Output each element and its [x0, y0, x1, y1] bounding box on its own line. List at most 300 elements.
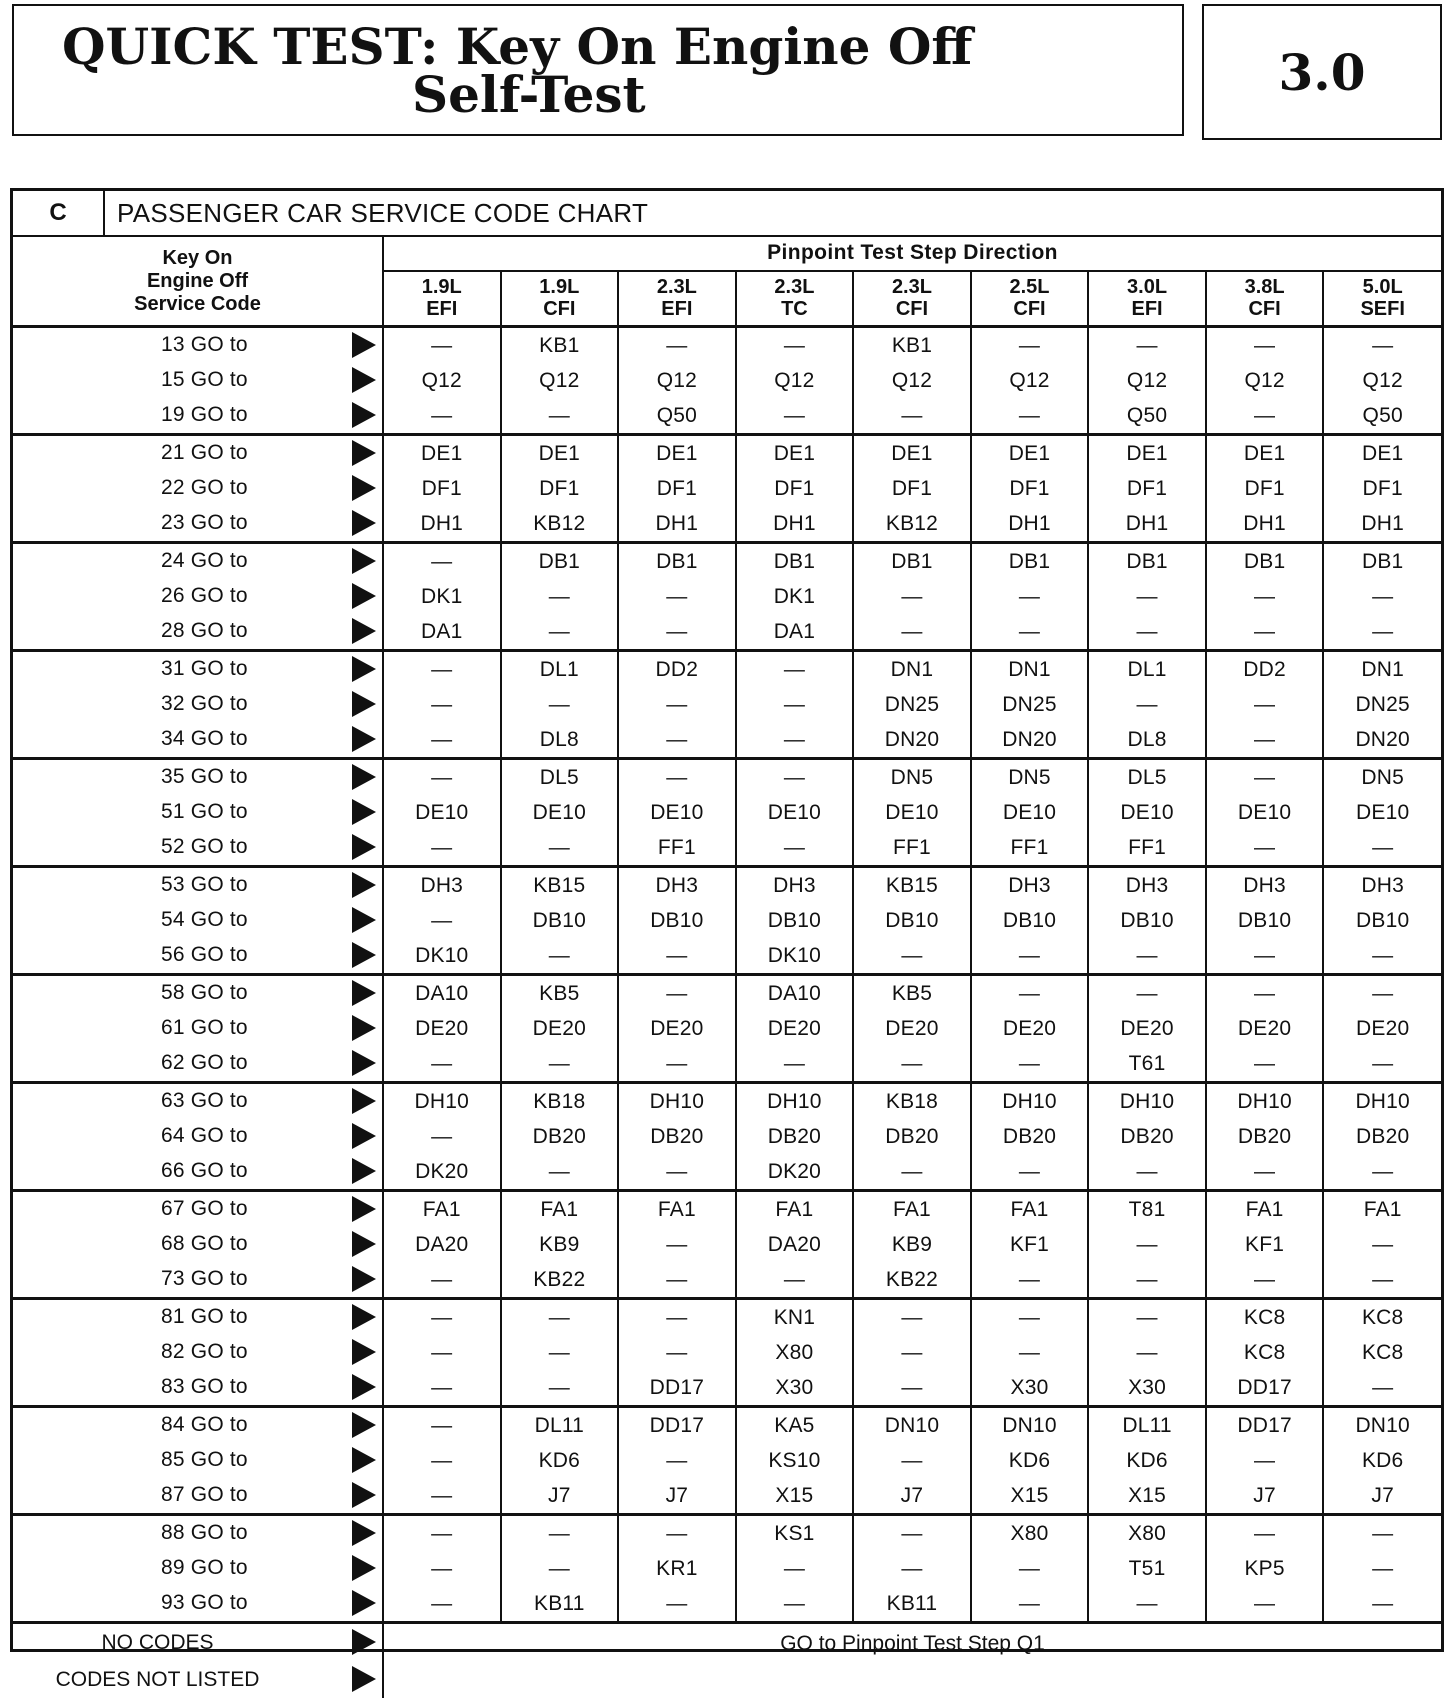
pinpoint-step-cell: DB20 [618, 1119, 736, 1154]
pinpoint-step-cell: T51 [1088, 1551, 1206, 1586]
pinpoint-step-cell: KB12 [853, 506, 971, 543]
pinpoint-step-cell: DH1 [1206, 506, 1324, 543]
table-row [13, 903, 1441, 938]
pinpoint-step-cell: DF1 [1088, 471, 1206, 506]
table-row [13, 543, 1441, 580]
service-code-text: 61 GO to [161, 1016, 248, 1040]
service-code-label [13, 1046, 383, 1083]
pinpoint-step-cell: DA10 [736, 975, 854, 1012]
pinpoint-step-cell: X15 [971, 1478, 1089, 1515]
service-code-text: 15 GO to [161, 368, 248, 392]
label-header-line: Engine Off [13, 270, 382, 293]
engine-header [383, 271, 501, 327]
pinpoint-step-cell: DB1 [501, 543, 619, 580]
engine-header-line: EFI [1089, 298, 1205, 320]
pinpoint-step-cell: — [383, 830, 501, 867]
pinpoint-step-cell: DL5 [501, 759, 619, 796]
pinpoint-step-cell: DE1 [736, 435, 854, 472]
pinpoint-step-cell: — [1206, 1262, 1324, 1299]
engine-header-line: 2.5L [972, 276, 1088, 298]
pinpoint-step-cell: DF1 [971, 471, 1089, 506]
pinpoint-step-cell: KB1 [501, 327, 619, 364]
pinpoint-step-cell: — [618, 687, 736, 722]
pinpoint-step-cell: — [1206, 1443, 1324, 1478]
service-code-label [13, 938, 383, 975]
arrow-right-icon [352, 1555, 376, 1581]
service-code-label [13, 903, 383, 938]
pinpoint-step-cell: — [383, 1478, 501, 1515]
pinpoint-step-cell: FA1 [1206, 1191, 1324, 1228]
pinpoint-step-cell: DK20 [736, 1154, 854, 1191]
pinpoint-step-cell: — [736, 651, 854, 688]
pinpoint-step-cell: DH3 [618, 867, 736, 904]
pinpoint-step-cell: — [736, 1586, 854, 1623]
pinpoint-step-cell: — [618, 1046, 736, 1083]
pinpoint-step-cell: Q50 [1088, 398, 1206, 435]
service-code-text: 89 GO to [161, 1556, 248, 1580]
arrow-right-icon [352, 1123, 376, 1149]
table-row [13, 1515, 1441, 1552]
pinpoint-step-cell: — [383, 327, 501, 364]
pinpoint-step-cell: DH3 [1323, 867, 1441, 904]
service-code-label [13, 759, 383, 796]
pinpoint-step-cell: — [971, 1335, 1089, 1370]
arrow-right-icon [352, 1050, 376, 1076]
service-code-text: 22 GO to [161, 476, 248, 500]
pinpoint-step-cell: — [501, 1515, 619, 1552]
table-row [13, 1623, 1441, 1662]
pinpoint-step-cell: DH3 [736, 867, 854, 904]
service-code-label [13, 1370, 383, 1407]
arrow-right-icon [352, 440, 376, 466]
pinpoint-step-cell: — [501, 579, 619, 614]
table-row [13, 1119, 1441, 1154]
table-row [13, 1407, 1441, 1444]
pinpoint-step-cell: DN1 [1323, 651, 1441, 688]
pinpoint-step-cell: — [501, 938, 619, 975]
pinpoint-step-cell: DF1 [736, 471, 854, 506]
pinpoint-step-cell: KB9 [853, 1227, 971, 1262]
pinpoint-step-cell: DH3 [1088, 867, 1206, 904]
pinpoint-step-cell: — [971, 1551, 1089, 1586]
service-code-text: 58 GO to [161, 981, 248, 1005]
arrow-right-icon [352, 1158, 376, 1184]
pinpoint-step-cell: X30 [1088, 1370, 1206, 1407]
pinpoint-step-cell: — [736, 830, 854, 867]
engine-header-line: CFI [972, 298, 1088, 320]
pinpoint-step-cell: DH10 [1206, 1083, 1324, 1120]
pinpoint-step-cell: J7 [618, 1478, 736, 1515]
pinpoint-step-cell: — [1206, 722, 1324, 759]
service-code-label [13, 795, 383, 830]
pinpoint-step-cell: — [971, 398, 1089, 435]
pinpoint-step-cell: DE1 [1323, 435, 1441, 472]
pinpoint-step-cell: DB10 [1323, 903, 1441, 938]
pinpoint-step-cell: Q12 [971, 363, 1089, 398]
pinpoint-step-cell: — [383, 903, 501, 938]
direction-header: Pinpoint Test Step Direction [383, 236, 1441, 271]
engine-header-line: 3.8L [1207, 276, 1323, 298]
engine-header-line: 1.9L [384, 276, 500, 298]
pinpoint-step-cell: FA1 [1323, 1191, 1441, 1228]
pinpoint-step-cell: Q12 [736, 363, 854, 398]
service-code-text: 64 GO to [161, 1124, 248, 1148]
service-code-label [13, 506, 383, 543]
service-code-label [13, 867, 383, 904]
table-row [13, 722, 1441, 759]
pinpoint-step-cell: DK10 [383, 938, 501, 975]
arrow-right-icon [352, 764, 376, 790]
pinpoint-step-cell: DB10 [1206, 903, 1324, 938]
pinpoint-step-cell: — [1206, 975, 1324, 1012]
service-code-text: 28 GO to [161, 619, 248, 643]
pinpoint-step-cell: — [736, 1262, 854, 1299]
pinpoint-step-cell: — [1323, 614, 1441, 651]
pinpoint-step-cell: DD17 [1206, 1407, 1324, 1444]
pinpoint-step-cell: DB10 [853, 903, 971, 938]
pinpoint-step-cell: DF1 [853, 471, 971, 506]
arrow-right-icon [352, 1374, 376, 1400]
pinpoint-step-cell: DE1 [971, 435, 1089, 472]
pinpoint-step-cell: DH10 [1088, 1083, 1206, 1120]
pinpoint-step-cell: KC8 [1206, 1299, 1324, 1336]
pinpoint-step-cell: DN20 [853, 722, 971, 759]
service-code-text: 88 GO to [161, 1521, 248, 1545]
pinpoint-step-cell: — [618, 1262, 736, 1299]
pinpoint-step-cell: — [853, 1551, 971, 1586]
pinpoint-step-cell: — [1088, 1227, 1206, 1262]
pinpoint-step-cell: KD6 [1323, 1443, 1441, 1478]
pinpoint-step-cell: KB11 [853, 1586, 971, 1623]
service-code-text: 31 GO to [161, 657, 248, 681]
pinpoint-step-cell: Q12 [853, 363, 971, 398]
no-code-label [13, 1623, 383, 1662]
service-code-text: 87 GO to [161, 1483, 248, 1507]
pinpoint-step-cell: — [1323, 1262, 1441, 1299]
engine-header-line: 2.3L [619, 276, 735, 298]
pinpoint-step-cell: DE20 [1088, 1011, 1206, 1046]
table-row [13, 327, 1441, 364]
pinpoint-step-cell: — [383, 1551, 501, 1586]
codes-body [13, 327, 1441, 1698]
pinpoint-step-cell: T61 [1088, 1046, 1206, 1083]
pinpoint-step-cell: — [853, 1299, 971, 1336]
pinpoint-step-cell: — [1323, 1515, 1441, 1552]
arrow-right-icon [352, 510, 376, 536]
pinpoint-step-cell: — [971, 1046, 1089, 1083]
pinpoint-step-cell: DH1 [1088, 506, 1206, 543]
service-code-label [13, 327, 383, 364]
pinpoint-step-cell: X30 [736, 1370, 854, 1407]
pinpoint-step-cell: — [618, 579, 736, 614]
table-row [13, 1046, 1441, 1083]
arrow-right-icon [352, 942, 376, 968]
pinpoint-step-cell: DN25 [1323, 687, 1441, 722]
service-code-label [13, 1119, 383, 1154]
pinpoint-step-cell: — [971, 975, 1089, 1012]
pinpoint-step-cell: DL1 [501, 651, 619, 688]
service-code-text: 35 GO to [161, 765, 248, 789]
service-code-text: 82 GO to [161, 1340, 248, 1364]
pinpoint-step-cell: — [1323, 1370, 1441, 1407]
pinpoint-step-cell: — [1206, 1046, 1324, 1083]
pinpoint-step-cell: DE10 [736, 795, 854, 830]
pinpoint-step-cell: DH1 [1323, 506, 1441, 543]
pinpoint-step-cell: DN25 [971, 687, 1089, 722]
service-code-label [13, 579, 383, 614]
pinpoint-step-cell: KB22 [501, 1262, 619, 1299]
service-code-text: 54 GO to [161, 908, 248, 932]
label-column-header [13, 236, 383, 327]
pinpoint-step-cell: J7 [1323, 1478, 1441, 1515]
pinpoint-step-cell: KB9 [501, 1227, 619, 1262]
pinpoint-step-cell: DK1 [383, 579, 501, 614]
pinpoint-step-cell: — [1206, 687, 1324, 722]
pinpoint-step-cell: — [501, 830, 619, 867]
no-codes-direction: GO to Pinpoint Test Step Q1 [383, 1623, 1441, 1698]
pinpoint-step-cell: — [1323, 1551, 1441, 1586]
arrow-right-icon [352, 1088, 376, 1114]
pinpoint-step-cell: — [1206, 327, 1324, 364]
pinpoint-step-cell: — [1206, 1586, 1324, 1623]
pinpoint-step-cell: — [383, 1046, 501, 1083]
chart-title: PASSENGER CAR SERVICE CODE CHART [117, 191, 648, 235]
pinpoint-step-cell: — [383, 1370, 501, 1407]
pinpoint-step-cell: DF1 [501, 471, 619, 506]
pinpoint-step-cell: — [971, 1299, 1089, 1336]
pinpoint-step-cell: — [1323, 327, 1441, 364]
arrow-right-icon [352, 618, 376, 644]
table-row [13, 1083, 1441, 1120]
pinpoint-step-cell: DB20 [971, 1119, 1089, 1154]
pinpoint-step-cell: FA1 [618, 1191, 736, 1228]
pinpoint-step-cell: Q12 [501, 363, 619, 398]
pinpoint-step-cell: DD17 [618, 1370, 736, 1407]
engine-header-line: TC [737, 298, 853, 320]
pinpoint-step-cell: DE20 [971, 1011, 1089, 1046]
pinpoint-step-cell: — [383, 1515, 501, 1552]
service-code-text: 73 GO to [161, 1267, 248, 1291]
pinpoint-step-cell: FF1 [971, 830, 1089, 867]
pinpoint-step-cell: DE20 [853, 1011, 971, 1046]
engine-header-line: 3.0L [1089, 276, 1205, 298]
pinpoint-step-cell: KS1 [736, 1515, 854, 1552]
service-code-text: 13 GO to [161, 333, 248, 357]
pinpoint-step-cell: X80 [1088, 1515, 1206, 1552]
service-code-label [13, 1262, 383, 1299]
pinpoint-step-cell: — [383, 398, 501, 435]
pinpoint-step-cell: DN5 [1323, 759, 1441, 796]
pinpoint-step-cell: — [501, 687, 619, 722]
pinpoint-step-cell: DE20 [1206, 1011, 1324, 1046]
table-row [13, 1443, 1441, 1478]
pinpoint-step-cell: DB20 [853, 1119, 971, 1154]
pinpoint-step-cell: — [1088, 1262, 1206, 1299]
pinpoint-step-cell: DH1 [971, 506, 1089, 543]
section-number: 3.0 [1202, 4, 1442, 140]
pinpoint-step-cell: J7 [1206, 1478, 1324, 1515]
service-code-text: 53 GO to [161, 873, 248, 897]
pinpoint-step-cell: KB5 [853, 975, 971, 1012]
pinpoint-step-cell: DE10 [501, 795, 619, 830]
service-code-label [13, 1011, 383, 1046]
pinpoint-step-cell: KR1 [618, 1551, 736, 1586]
service-code-label [13, 1083, 383, 1120]
page-title: QUICK TEST: Key On Engine Off [62, 20, 972, 74]
pinpoint-step-cell: — [971, 1586, 1089, 1623]
pinpoint-step-cell: J7 [853, 1478, 971, 1515]
pinpoint-step-cell: — [383, 759, 501, 796]
pinpoint-step-cell: KB1 [853, 327, 971, 364]
pinpoint-step-cell: KN1 [736, 1299, 854, 1336]
pinpoint-step-cell: DE20 [383, 1011, 501, 1046]
pinpoint-step-cell: — [1088, 1299, 1206, 1336]
no-code-text: NO CODES [13, 1631, 382, 1655]
pinpoint-step-cell: DL8 [501, 722, 619, 759]
pinpoint-step-cell: — [1323, 830, 1441, 867]
pinpoint-step-cell: — [736, 327, 854, 364]
pinpoint-step-cell: KB12 [501, 506, 619, 543]
table-row [13, 867, 1441, 904]
pinpoint-step-cell: — [1088, 687, 1206, 722]
pinpoint-step-cell: DL11 [501, 1407, 619, 1444]
service-code-label [13, 1154, 383, 1191]
service-code-text: 52 GO to [161, 835, 248, 859]
pinpoint-step-cell: DN5 [971, 759, 1089, 796]
engine-header-line: SEFI [1324, 298, 1441, 320]
pinpoint-step-cell: DB20 [1088, 1119, 1206, 1154]
engine-header-line: 2.3L [854, 276, 970, 298]
pinpoint-step-cell: FA1 [383, 1191, 501, 1228]
arrow-right-icon [352, 1015, 376, 1041]
pinpoint-step-cell: — [501, 1154, 619, 1191]
pinpoint-step-cell: DB1 [971, 543, 1089, 580]
pinpoint-step-cell: KC8 [1323, 1335, 1441, 1370]
pinpoint-step-cell: DN1 [853, 651, 971, 688]
pinpoint-step-cell: J7 [501, 1478, 619, 1515]
service-code-label [13, 830, 383, 867]
pinpoint-step-cell: — [1323, 938, 1441, 975]
pinpoint-step-cell: DE20 [736, 1011, 854, 1046]
pinpoint-step-cell: DF1 [383, 471, 501, 506]
table-row [13, 506, 1441, 543]
pinpoint-step-cell: X80 [736, 1335, 854, 1370]
pinpoint-step-cell: Q50 [618, 398, 736, 435]
engine-header [1323, 271, 1441, 327]
pinpoint-step-cell: DE1 [501, 435, 619, 472]
pinpoint-step-cell: Q12 [1206, 363, 1324, 398]
label-header-line: Service Code [13, 293, 382, 316]
pinpoint-step-cell: KB15 [501, 867, 619, 904]
pinpoint-step-cell: DL5 [1088, 759, 1206, 796]
pinpoint-step-cell: X15 [736, 1478, 854, 1515]
table-row [13, 651, 1441, 688]
pinpoint-step-cell: FA1 [736, 1191, 854, 1228]
pinpoint-step-cell: FF1 [1088, 830, 1206, 867]
pinpoint-step-cell: DB20 [1323, 1119, 1441, 1154]
pinpoint-step-cell: — [501, 398, 619, 435]
engine-header-line: 1.9L [502, 276, 618, 298]
arrow-right-icon [352, 1266, 376, 1292]
pinpoint-step-cell: — [618, 1515, 736, 1552]
pinpoint-step-cell: DN20 [971, 722, 1089, 759]
pinpoint-step-cell: — [383, 651, 501, 688]
pinpoint-step-cell: — [383, 1443, 501, 1478]
pinpoint-step-cell: DE10 [971, 795, 1089, 830]
pinpoint-step-cell: — [618, 1227, 736, 1262]
pinpoint-step-cell: — [501, 1299, 619, 1336]
pinpoint-step-cell: — [383, 1262, 501, 1299]
pinpoint-step-cell: DL11 [1088, 1407, 1206, 1444]
service-code-text: 34 GO to [161, 727, 248, 751]
arrow-right-icon [352, 1482, 376, 1508]
pinpoint-step-cell: KC8 [1323, 1299, 1441, 1336]
pinpoint-step-cell: DN10 [1323, 1407, 1441, 1444]
pinpoint-step-cell: — [618, 722, 736, 759]
pinpoint-step-cell: DA20 [736, 1227, 854, 1262]
pinpoint-step-cell: DH10 [736, 1083, 854, 1120]
table-row [13, 1299, 1441, 1336]
pinpoint-step-cell: — [1206, 759, 1324, 796]
service-code-text: 66 GO to [161, 1159, 248, 1183]
pinpoint-step-cell: — [1206, 1515, 1324, 1552]
pinpoint-step-cell: — [736, 398, 854, 435]
service-code-label [13, 614, 383, 651]
service-code-text: 32 GO to [161, 692, 248, 716]
service-code-label [13, 1515, 383, 1552]
pinpoint-step-cell: DL8 [1088, 722, 1206, 759]
pinpoint-step-cell: DE10 [1323, 795, 1441, 830]
chart-letter: C [13, 191, 105, 235]
pinpoint-step-cell: DB1 [1088, 543, 1206, 580]
pinpoint-step-cell: DE20 [501, 1011, 619, 1046]
pinpoint-step-cell: — [971, 579, 1089, 614]
pinpoint-step-cell: DE1 [383, 435, 501, 472]
pinpoint-step-cell: DN25 [853, 687, 971, 722]
service-code-text: 67 GO to [161, 1197, 248, 1221]
arrow-right-icon [352, 1520, 376, 1546]
table-row [13, 687, 1441, 722]
pinpoint-step-cell: DB1 [853, 543, 971, 580]
service-code-label [13, 1191, 383, 1228]
engine-header-line: EFI [619, 298, 735, 320]
service-code-label [13, 687, 383, 722]
pinpoint-step-cell: DF1 [1206, 471, 1324, 506]
no-code-label [13, 1661, 383, 1698]
service-code-label [13, 1586, 383, 1623]
pinpoint-step-cell: KD6 [1088, 1443, 1206, 1478]
pinpoint-step-cell: — [853, 614, 971, 651]
pinpoint-step-cell: FA1 [501, 1191, 619, 1228]
service-code-text: 63 GO to [161, 1089, 248, 1113]
table-row [13, 398, 1441, 435]
pinpoint-step-cell: — [853, 938, 971, 975]
pinpoint-step-cell: — [383, 1586, 501, 1623]
code-table [13, 235, 1441, 1698]
pinpoint-step-cell: — [971, 1262, 1089, 1299]
arrow-right-icon [352, 583, 376, 609]
pinpoint-step-cell: DE20 [1323, 1011, 1441, 1046]
pinpoint-step-cell: — [1323, 1046, 1441, 1083]
pinpoint-step-cell: Q12 [383, 363, 501, 398]
pinpoint-step-cell: — [618, 759, 736, 796]
pinpoint-step-cell: — [1323, 1586, 1441, 1623]
pinpoint-step-cell: X80 [971, 1515, 1089, 1552]
pinpoint-step-cell: — [1088, 327, 1206, 364]
engine-header-line: CFI [502, 298, 618, 320]
pinpoint-step-cell: — [853, 1335, 971, 1370]
service-code-text: 85 GO to [161, 1448, 248, 1472]
